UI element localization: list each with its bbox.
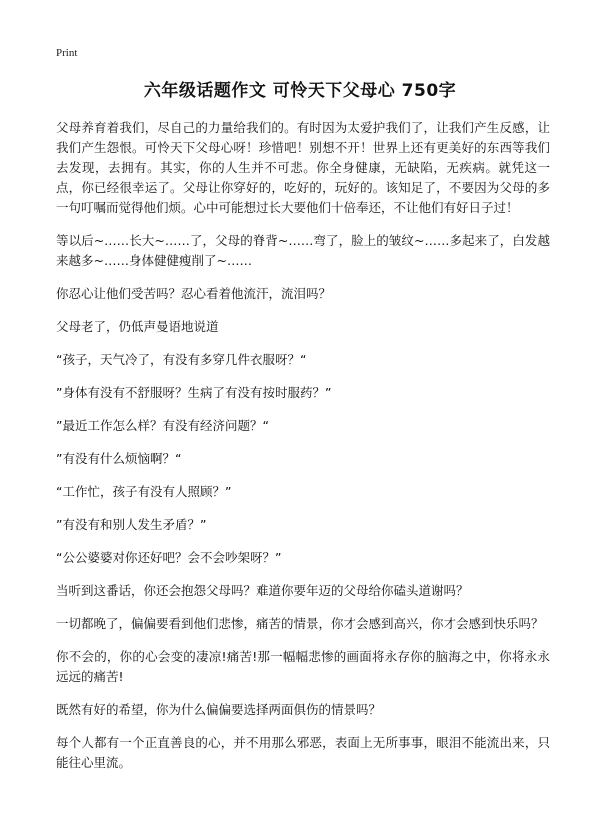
paragraph: 一切都晚了，偏偏要看到他们悲惨，痛苦的情景，你才会感到高兴，你才会感到快乐吗？ (56, 616, 544, 631)
paragraph: 你不会的，你的心会变的凄凉!痛苦!那一幅幅悲惨的画面将永存你的脑海之中，你将永永远远的痛苦! (56, 649, 550, 684)
paragraph: 你忍心让他们受苦吗？忍心看着他流汗，流泪吗？ (56, 286, 332, 301)
essay-body (56, 118, 550, 786)
dialogue-line: ”最近工作怎么样？有没有经济问题？“ (56, 418, 269, 433)
dialogue-line: ”有没有和别人发生矛盾？” (56, 517, 207, 532)
dialogue-line: “工作忙，孩子有没有人照顾？” (56, 484, 232, 499)
paragraph: 既然有好的希望，你为什么偏偏要选择两面俱伤的情景吗？ (56, 702, 382, 717)
paragraph: 父母养育着我们，尽自己的力量给我们的。有时因为太爱护我们了，让我们产生反感，让我们产生怨恨。可怜天下父母心呀！珍惜吧！别想不开！世界上还有更美好的东西等我们去发现，去拥有。其实，你的人生并不可悲。你全身健康，无缺陷，无疾病。就凭这一点，你已经很幸运了。父母让你穿好的，吃好的，玩好的。该知足了，不要因为父母的多一句叮嘱而觉得他们烦。心中可能想过长大要他们十倍奉还，不让他们有好日子过！ (56, 120, 550, 215)
paragraph: 当听到这番话，你还会抱怨父母吗？难道你要年迈的父母给你磕头道谢吗？ (56, 583, 469, 598)
dialogue-line: ”身体有没有不舒服呀？生病了有没有按时服药？” (56, 385, 332, 400)
dialogue-line: “公公婆婆对你还好吧？会不会吵架呀？” (56, 550, 282, 565)
paragraph: 父母老了，仍低声曼语地说道 (56, 319, 219, 334)
print-label[interactable]: Print (56, 47, 78, 59)
essay-title: 六年级话题作文 可怜天下父母心 750字 (143, 81, 457, 101)
paragraph: 每个人都有一个正直善良的心，并不用那么邪恶，表面上无所事事，眼泪不能流出来，只能往心里流。 (56, 735, 550, 770)
dialogue-line: ”有没有什么烦恼啊？“ (56, 451, 182, 466)
paragraph: 等以后~……长大~……了，父母的脊背~……弯了，脸上的皱纹~……多起来了，白发越来越多~……身体健健瘦削了~…… (56, 233, 550, 268)
dialogue-line: “孩子，天气冷了，有没有多穿几件衣服呀？“ (56, 352, 307, 367)
